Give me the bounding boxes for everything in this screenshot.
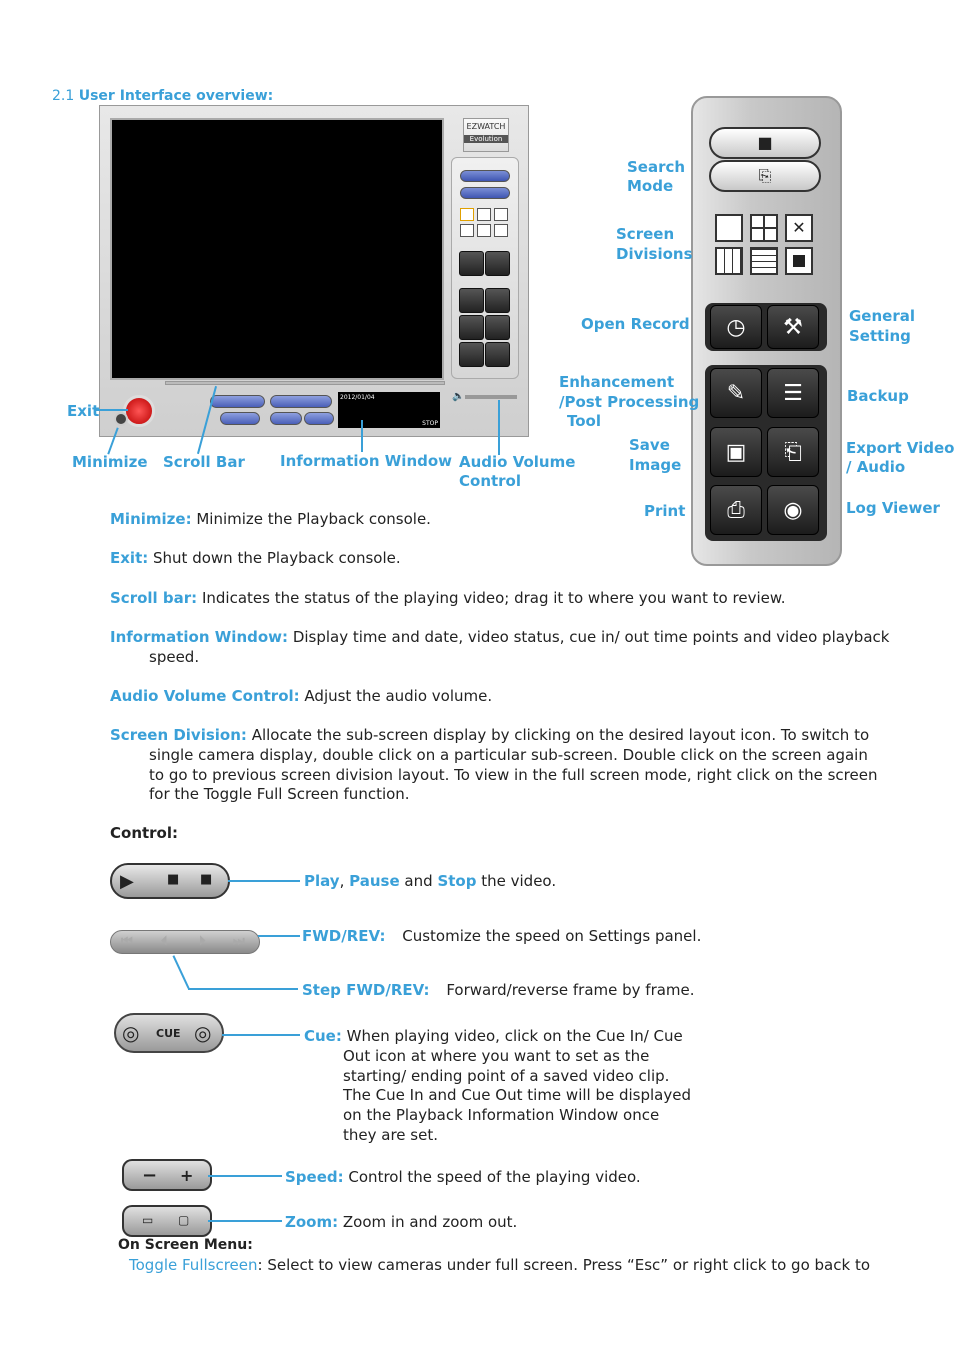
label-search: Search [627,158,686,176]
console-div-1[interactable] [460,208,474,221]
label-log-viewer: Log Viewer [846,499,940,517]
search-record-icon: ⎘ [758,166,772,185]
control-heading: Control: [110,824,179,842]
console-print-button[interactable] [459,342,484,367]
zoom-desc-text: Zoom in and zoom out. [342,1213,518,1231]
pencil-icon: ✎ [726,381,746,406]
division-4-icon[interactable] [750,214,778,242]
def-screen-term: Screen Division: [110,726,247,744]
label-save: Save [629,436,670,454]
cue-callout-line [222,1034,300,1036]
minus-icon: − [142,1165,158,1186]
label-image: Image [629,456,682,474]
section-number: 2.1 [52,88,75,104]
division-9-icon[interactable] [715,247,743,275]
def-screen-line2: single camera display, double click on a particular sub-screen. Double click on the screen again [149,746,868,764]
minimize-button[interactable] [114,412,128,426]
zoom-desc [285,1212,517,1232]
console-play-controls[interactable] [210,395,265,408]
console-zoom-controls[interactable] [304,412,334,425]
console-open-record-button[interactable] [459,251,484,276]
fwd-desc [302,926,701,946]
console-div-16[interactable] [477,224,491,237]
label-setting: Setting [849,327,911,345]
console-div-full[interactable] [494,208,508,221]
speed-desc-text: Control the speed of the playing video. [348,1168,641,1186]
play-term: Play [304,872,340,890]
section-title: User Interface overview: [78,88,274,104]
printer-icon: ⎙ [727,498,745,523]
play-tail: the video. [481,872,557,890]
division-16-icon[interactable] [750,247,778,275]
cue-control-image [114,1013,224,1053]
search-record-button[interactable] [709,160,821,192]
step-callout-line-a [172,955,189,988]
pause-term: Pause [349,872,400,890]
eye-icon: ◉ [783,498,803,523]
zoom-callout-line [208,1220,282,1222]
def-minimize-desc: Minimize the Playback console. [196,510,431,528]
def-minimize-term: Minimize: [110,510,192,528]
speed-term: Speed: [285,1168,344,1186]
def-screen [110,725,869,745]
play-callout-line [228,880,300,882]
def-exit [110,548,401,568]
folder-icon: ■ [757,133,773,152]
step-callout-line-b [188,988,298,990]
def-scroll [110,588,786,608]
label-backup: Backup [847,387,909,405]
toggle-fullscreen-term: Toggle Fullscreen [129,1256,258,1274]
save-image-button[interactable] [710,427,762,477]
save-image-icon: ▣ [725,440,747,465]
division-1-icon[interactable] [715,214,743,242]
console-enhance-button[interactable] [459,288,484,313]
stop-icon: ■ [200,872,213,887]
label-info-window: Information Window [280,452,453,470]
step-desc-text: Forward/reverse frame by frame. [446,981,695,999]
ezwatch-logo [463,118,509,152]
info-date: 2012/01/04 [340,394,375,401]
backup-button[interactable] [767,368,819,418]
pause-icon: ■ [167,872,180,887]
cue-desc-1 [304,1026,683,1046]
console-save-button[interactable] [459,315,484,340]
speed-control-image [122,1159,212,1191]
label-mode: Mode [627,177,674,195]
console-setting-button[interactable] [485,251,510,276]
toggle-fullscreen-desc [129,1255,870,1275]
general-setting-button[interactable] [767,305,819,349]
label-divisions: Divisions [616,245,693,263]
play-control-image [110,863,230,899]
cue-desc-4: The Cue In and Cue Out time will be displayed [343,1086,691,1104]
cue-desc-3: starting/ ending point of a saved video clip. [343,1067,670,1085]
label-audio-volume: Audio Volume [459,453,576,471]
def-info [110,627,889,647]
toggle-fullscreen-text: : Select to view cameras under full screen. Press “Esc” or right click to go back to [257,1256,870,1274]
console-cue-controls[interactable] [220,412,260,425]
def-exit-term: Exit: [110,549,149,567]
console-control-column [451,157,519,379]
play-comma: , [339,872,345,890]
console-export-button[interactable] [485,315,510,340]
label-general: General [849,307,915,325]
label-print: Print [644,502,686,520]
division-full-icon[interactable] [785,214,813,242]
focus-square-icon [793,255,805,267]
speed-callout-line [208,1175,282,1177]
def-info-desc-1: Display time and date, video status, cue in/ out time points and video playback [292,628,890,646]
cue-desc-2: Out icon at where you want to set as the [343,1047,650,1065]
fullscreen-x-icon: ✕ [792,218,806,237]
fwd-callout-line [258,935,300,937]
cue-desc-text-1: When playing video, click on the Cue In/ Cue [346,1027,683,1045]
information-window [338,392,440,428]
video-screen [110,118,444,380]
label-minimize: Minimize [72,453,148,471]
fwd-rev-control-image [110,930,260,954]
label-tool: Tool [567,412,601,430]
cue-label: CUE [156,1027,181,1040]
step-forward-icon: ⏵ [199,934,206,949]
console-div-4[interactable] [477,208,491,221]
open-record-button[interactable] [710,305,762,349]
label-audio-control: Control [459,472,522,490]
exit-callout-line [96,409,128,411]
division-focus-icon[interactable] [785,247,813,275]
speed-desc [285,1167,641,1187]
audio-callout-line [498,400,500,455]
clock-icon: ◷ [726,315,746,340]
export-icon: ⎗ [784,440,802,465]
search-mode-button[interactable] [709,127,821,159]
step-desc [302,980,695,1000]
def-scroll-term: Scroll bar: [110,589,198,607]
def-exit-desc: Shut down the Playback console. [153,549,401,567]
def-screen-line4: for the Toggle Full Screen function. [149,785,410,803]
fwd-term: FWD/REV: [302,927,386,945]
cue-in-icon: ◎ [122,1021,140,1045]
label-post-processing: /Post Processing [559,393,700,411]
label-export-audio: / Audio [846,458,906,476]
console-backup-button[interactable] [485,288,510,313]
logo-text: EZWATCH [466,122,506,131]
section-heading [52,88,273,104]
play-icon: ▶ [120,871,134,892]
speaker-icon: 🔈 [452,391,465,402]
def-info-cont: speed. [149,648,200,666]
zoom-control-image [122,1205,212,1237]
def-info-term: Information Window: [110,628,289,646]
zoom-term: Zoom: [285,1213,339,1231]
print-button[interactable] [710,485,762,535]
fwd-desc-text: Customize the speed on Settings panel. [402,927,702,945]
label-export-video: Export Video [846,439,954,457]
label-open-record: Open Record [581,315,690,333]
zoom-out-icon: ▭ [142,1213,154,1227]
console-log-button[interactable] [485,342,510,367]
console-search-record-pill[interactable] [460,187,510,199]
scroll-bar[interactable] [165,381,445,385]
export-button[interactable] [767,427,819,477]
log-viewer-button[interactable] [767,485,819,535]
def-screen-desc-1: Allocate the sub-screen display by clicking on the desired layout icon. To switch to [251,726,870,744]
def-audio-term: Audio Volume Control: [110,687,300,705]
def-audio [110,686,492,706]
backup-icon: ☰ [783,381,803,406]
step-back-icon: ⏴ [161,934,168,949]
wrench-icon: ⚒ [783,315,803,340]
label-enhancement: Enhancement [559,373,675,391]
audio-volume-slider[interactable] [465,395,517,399]
play-and: and [404,872,433,890]
label-screen: Screen [616,225,675,243]
def-minimize [110,509,431,529]
rewind-icon: ⏮ [121,934,133,949]
cue-desc-6: they are set. [343,1126,438,1144]
def-scroll-desc: Indicates the status of the playing video; drag it to where you want to review. [201,589,786,607]
exit-button[interactable] [123,395,155,427]
on-screen-menu-heading: On Screen Menu: [118,1237,253,1253]
info-callout-line [361,420,363,452]
fast-forward-icon: ⏭ [233,934,245,949]
console-search-pill[interactable] [460,170,510,182]
label-scroll-bar: Scroll Bar [163,453,245,471]
enhancement-button[interactable] [710,368,762,418]
stop-term: Stop [437,872,477,890]
zoom-in-icon: ▢ [178,1213,190,1227]
cue-out-icon: ◎ [194,1021,212,1045]
console-fwd-controls[interactable] [270,395,332,408]
console-speed-controls[interactable] [270,412,302,425]
logo-evolution: Evolution [464,135,508,143]
step-term: Step FWD/REV: [302,981,430,999]
play-desc [304,871,556,891]
cue-desc-5: on the Playback Information Window once [343,1106,660,1124]
cue-term: Cue: [304,1027,342,1045]
def-audio-desc: Adjust the audio volume. [304,687,493,705]
plus-icon: + [180,1166,194,1185]
info-status: STOP [422,420,438,427]
def-screen-line3: to go to previous screen division layout. To view in the full screen mode, right click on the screen [149,766,878,784]
console-div-9[interactable] [460,224,474,237]
label-exit: Exit [67,402,100,420]
console-div-focus[interactable] [494,224,508,237]
